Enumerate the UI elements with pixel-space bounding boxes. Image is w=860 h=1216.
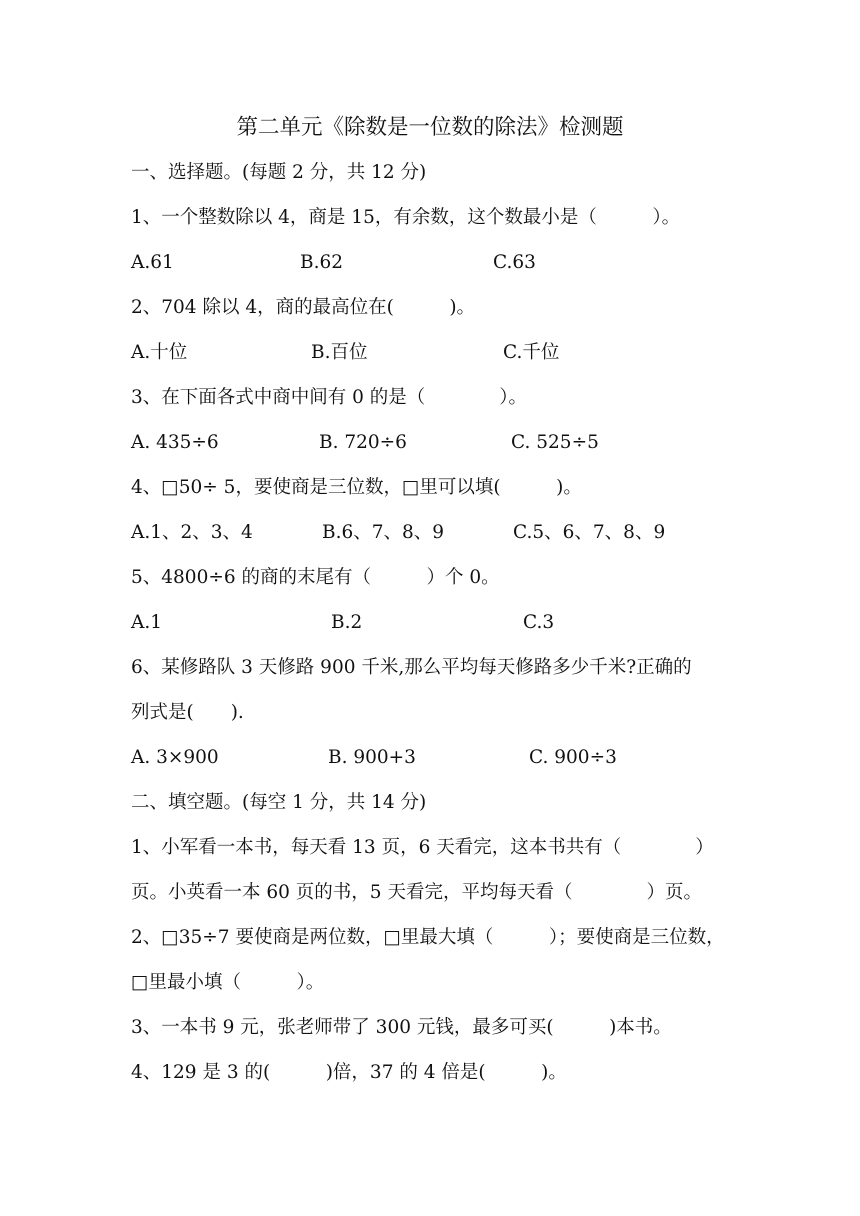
s1-q1-text: 1、一个整数除以 4，商是 15，有余数，这个数最小是（ ）。 <box>131 207 681 228</box>
s1-q5-option-c: C.3 <box>523 612 555 633</box>
s2-q4-text: 4、129 是 3 的( )倍，37 的 4 倍是( )。 <box>131 1062 567 1083</box>
page-title: 第二单元《除数是一位数的除法》检测题 <box>236 115 624 140</box>
s1-q2-option-c: C.千位 <box>503 342 560 363</box>
s1-q6-line2: 列式是( ). <box>131 702 244 723</box>
s2-q3-text: 3、一本书 9 元，张老师带了 300 元钱，最多可买( )本书。 <box>131 1017 672 1038</box>
s1-q3-option-a: A. 435÷6 <box>131 432 219 453</box>
s1-q1-option-c: C.63 <box>493 252 536 273</box>
s1-q3-option-c: C. 525÷5 <box>511 432 599 453</box>
s1-q4-option-c: C.5、6、7、8、9 <box>513 522 666 543</box>
s1-q3-option-b: B. 720÷6 <box>319 432 407 453</box>
s1-q5-option-b: B.2 <box>331 612 363 633</box>
s1-q4-option-b: B.6、7、8、9 <box>322 522 445 543</box>
s2-q1-line1: 1、小军看一本书，每天看 13 页，6 天看完，这本书共有（ ） <box>131 837 714 858</box>
s1-q1-option-a: A.61 <box>131 252 174 273</box>
s2-q2-line1: 2、□35÷7 要使商是两位数，□里最大填（ ）；要使商是三位数， <box>131 927 725 948</box>
s1-q6-line1: 6、某修路队 3 天修路 900 千米,那么平均每天修路多少千米?正确的 <box>131 657 692 678</box>
s2-q1-line2: 页。小英看一本 60 页的书，5 天看完，平均每天看（ ）页。 <box>131 882 702 903</box>
s1-q2-option-b: B.百位 <box>311 342 368 363</box>
s1-q5-option-a: A.1 <box>131 612 163 633</box>
s1-q1-option-b: B.62 <box>300 252 344 273</box>
s1-q2-text: 2、704 除以 4，商的最高位在( )。 <box>131 297 476 318</box>
s1-q3-text: 3、在下面各式中商中间有 0 的是（ ）。 <box>131 387 528 408</box>
s1-q6-option-b: B. 900+3 <box>328 747 416 768</box>
s2-q2-line2: □里最小填（ ）。 <box>131 972 325 993</box>
section1-heading: 一、选择题。(每题 2 分，共 12 分) <box>131 162 427 183</box>
s1-q6-option-a: A. 3×900 <box>131 747 219 768</box>
s1-q5-text: 5、4800÷6 的商的末尾有（ ）个 0。 <box>131 567 500 588</box>
s1-q4-text: 4、□50÷ 5，要使商是三位数，□里可以填( )。 <box>131 477 582 498</box>
s1-q6-option-c: C. 900÷3 <box>529 747 617 768</box>
section2-heading: 二、填空题。(每空 1 分，共 14 分) <box>131 792 427 813</box>
s1-q4-option-a: A.1、2、3、4 <box>131 522 253 543</box>
s1-q2-option-a: A.十位 <box>131 342 188 363</box>
